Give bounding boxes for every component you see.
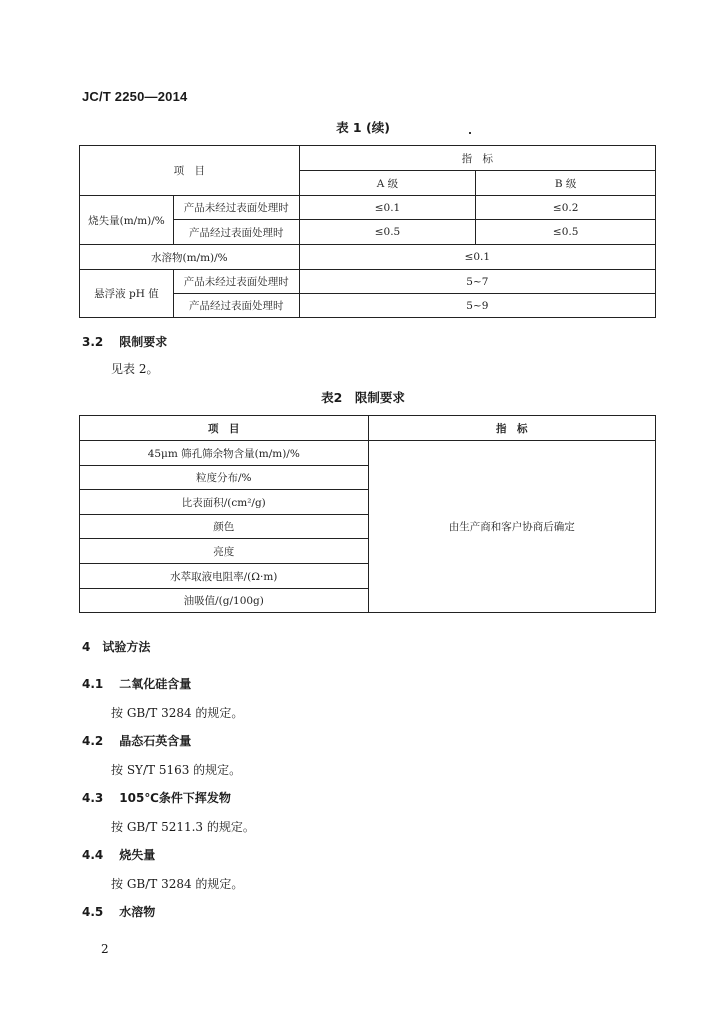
- subsection-number: 4.2: [82, 734, 104, 748]
- table1-ph-label: 悬浮液 pH 值: [80, 270, 174, 318]
- table2-shared-value: 由生产商和客户协商后确定: [368, 441, 655, 613]
- table2-item: 油吸值/(g/100g): [80, 589, 369, 613]
- table2-item: 水萃取液电阻率/(Ω·m): [80, 564, 369, 589]
- section-3-2-title: 限制要求: [119, 335, 168, 349]
- subsection-body: 按 GB/T 5211.3 的规定。: [111, 820, 255, 834]
- table1-ph-untreated: 产品未经过表面处理时: [173, 270, 299, 294]
- table2-item: 粒度分布/%: [80, 466, 369, 490]
- table1-head-index: 指 标: [299, 146, 655, 171]
- table1-ph-untreated-value: 5~7: [299, 270, 655, 294]
- subsection-heading: [82, 903, 155, 920]
- subsection-heading: [82, 675, 191, 692]
- subsection-heading: [82, 732, 191, 749]
- subsection-title: 二氧化硅含量: [119, 677, 192, 691]
- table2-item: 比表面积/(cm²/g): [80, 490, 369, 515]
- table1-ph-treated-value: 5~9: [299, 294, 655, 318]
- subsection-heading: [82, 846, 155, 863]
- table1-grade-b: B 级: [476, 171, 656, 196]
- subsection-body: 按 SY/T 5163 的规定。: [111, 763, 242, 777]
- section-4-heading: [82, 638, 150, 655]
- subsection-number: 4.4: [82, 848, 104, 862]
- table1-loi-treated-a: ≤0.5: [299, 220, 476, 245]
- subsection-body: 按 GB/T 3284 的规定。: [111, 706, 244, 720]
- table2-head-index: 指 标: [368, 416, 655, 441]
- table1-water-value: ≤0.1: [299, 245, 655, 270]
- table1-grade-a: A 级: [299, 171, 476, 196]
- table2: [79, 415, 656, 613]
- table1-water-label: 水溶物(m/m)/%: [80, 245, 300, 270]
- section-3-2-heading: [82, 333, 167, 350]
- table1-loi-untreated-b: ≤0.2: [476, 196, 656, 220]
- table2-item: 颜色: [80, 515, 369, 539]
- table1-loi-treated-b: ≤0.5: [476, 220, 656, 245]
- table1-head-item: 项 目: [80, 146, 300, 196]
- subsection-title: 烧失量: [119, 848, 156, 862]
- subsection-title: 105℃条件下挥发物: [119, 791, 231, 805]
- section-4-number: 4: [82, 640, 91, 654]
- table1-loi-untreated: 产品未经过表面处理时: [173, 196, 299, 220]
- subsection-title: 水溶物: [119, 905, 156, 919]
- page-number: 2: [101, 942, 109, 956]
- table2-caption: 表2 限制要求: [321, 390, 405, 405]
- table1-loi-treated: 产品经过表面处理时: [173, 220, 299, 245]
- subsection-number: 4.1: [82, 677, 104, 691]
- subsection-heading: [82, 789, 231, 806]
- subsection-title: 晶态石英含量: [119, 734, 192, 748]
- section-4-title: 试验方法: [102, 640, 151, 654]
- table1-loi-label: 烧失量(m/m)/%: [80, 196, 174, 245]
- table1-caption: 表 1 (续): [336, 120, 390, 135]
- table2-item: 亮度: [80, 539, 369, 564]
- table1-loi-untreated-a: ≤0.1: [299, 196, 476, 220]
- subsection-body: 按 GB/T 3284 的规定。: [111, 877, 244, 891]
- section-3-2-number: 3.2: [82, 335, 104, 349]
- subsection-number: 4.3: [82, 791, 104, 805]
- subsection-number: 4.5: [82, 905, 104, 919]
- table2-item: 45μm 筛孔筛余物含量(m/m)/%: [80, 441, 369, 466]
- table1-ph-treated: 产品经过表面处理时: [173, 294, 299, 318]
- table2-head-item: 项 目: [80, 416, 369, 441]
- standard-number: JC/T 2250—2014: [82, 89, 188, 104]
- section-3-2-body: 见表 2。: [111, 362, 159, 376]
- table1: [79, 145, 656, 318]
